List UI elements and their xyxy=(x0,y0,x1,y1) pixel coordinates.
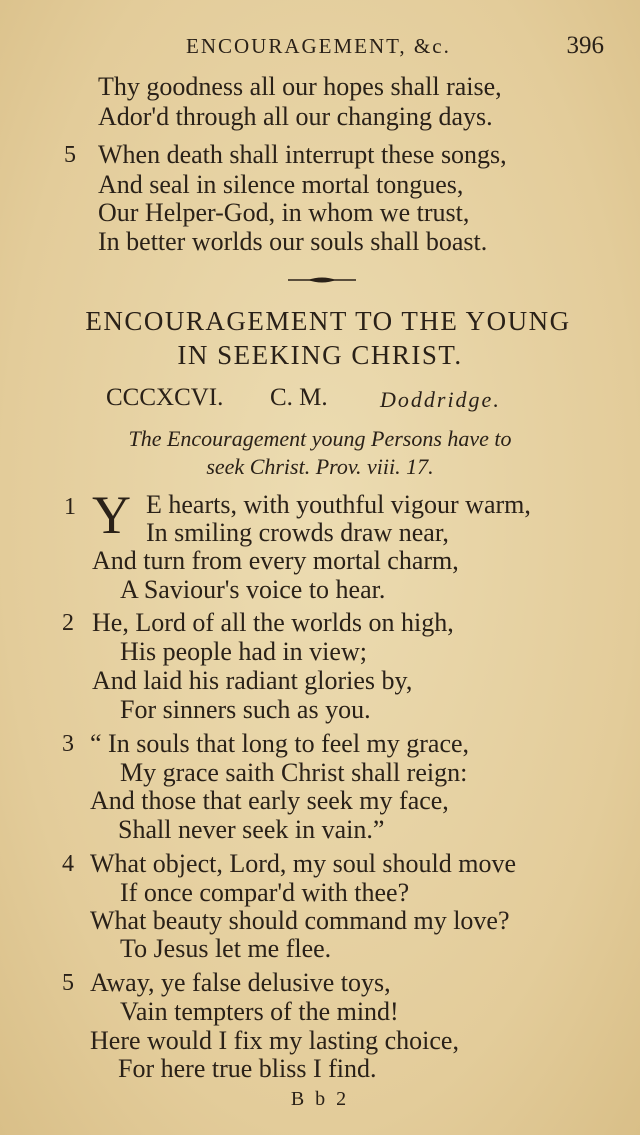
stanza-number: 2 xyxy=(62,610,74,636)
verse-line: My grace saith Christ shall reign: xyxy=(120,758,468,787)
stanza-number: 4 xyxy=(62,851,74,877)
stanza-number: 3 xyxy=(62,731,74,757)
verse-line: And laid his radiant glories by, xyxy=(92,666,413,695)
verse-line: And those that early seek my face, xyxy=(90,786,449,815)
hymn-title-line2: IN SEEKING CHRIST. xyxy=(177,340,463,370)
drop-cap: Y xyxy=(92,485,131,545)
verse-line: “ In souls that long to feel my grace, xyxy=(90,729,470,758)
verse-line: Here would I fix my lasting choice, xyxy=(90,1026,459,1055)
verse-line: For sinners such as you. xyxy=(120,695,371,724)
hymn-subtitle-line1: The Encouragement young Persons have to xyxy=(128,426,512,451)
verse-line: Shall never seek in vain.” xyxy=(118,815,385,844)
verse-line: Thy goodness all our hopes shall raise, xyxy=(98,72,502,101)
verse-line: His people had in view; xyxy=(120,637,367,666)
stanza-number: 5 xyxy=(64,142,76,168)
hymn-subtitle-line2: seek Christ. Prov. viii. 17. xyxy=(206,454,434,479)
hymn-title-line1: ENCOURAGEMENT TO THE YOUNG xyxy=(85,306,571,336)
stanza-number: 1 xyxy=(64,494,76,520)
ornamental-rule xyxy=(288,276,356,284)
verse-line: For here true bliss I find. xyxy=(118,1054,377,1083)
verse-line: What beauty should command my love? xyxy=(90,906,510,935)
verse-line: And seal in silence mortal tongues, xyxy=(98,170,464,199)
hymn-number: CCCXCVI. xyxy=(106,384,224,411)
stanza-number: 5 xyxy=(62,970,74,996)
verse-line: He, Lord of all the worlds on high, xyxy=(92,608,454,637)
verse-line: In better worlds our souls shall boast. xyxy=(98,227,488,256)
hymn-meter: C. M. xyxy=(270,384,328,411)
page-number: 396 xyxy=(566,32,604,59)
hymn-author: Doddridge. xyxy=(380,387,501,412)
verse-line: When death shall interrupt these songs, xyxy=(98,140,507,169)
running-head-title: ENCOURAGEMENT, &c. xyxy=(186,34,451,58)
running-head xyxy=(0,34,640,64)
verse-line: Away, ye false delusive toys, xyxy=(90,968,391,997)
verse-line: Ador'd through all our changing days. xyxy=(98,102,493,131)
verse-line: What object, Lord, my soul should move xyxy=(90,849,517,878)
verse-line: In smiling crowds draw near, xyxy=(146,518,449,547)
verse-line: And turn from every mortal charm, xyxy=(92,546,459,575)
verse-line: Vain tempters of the mind! xyxy=(120,997,399,1026)
signature-mark: B b 2 xyxy=(290,1088,350,1110)
verse-line: Our Helper-God, in whom we trust, xyxy=(98,198,470,227)
verse-line: A Saviour's voice to hear. xyxy=(120,575,386,604)
verse-line: E hearts, with youthful vigour warm, xyxy=(146,490,531,519)
verse-line: To Jesus let me flee. xyxy=(120,934,332,963)
verse-line: If once compar'd with thee? xyxy=(120,878,410,907)
